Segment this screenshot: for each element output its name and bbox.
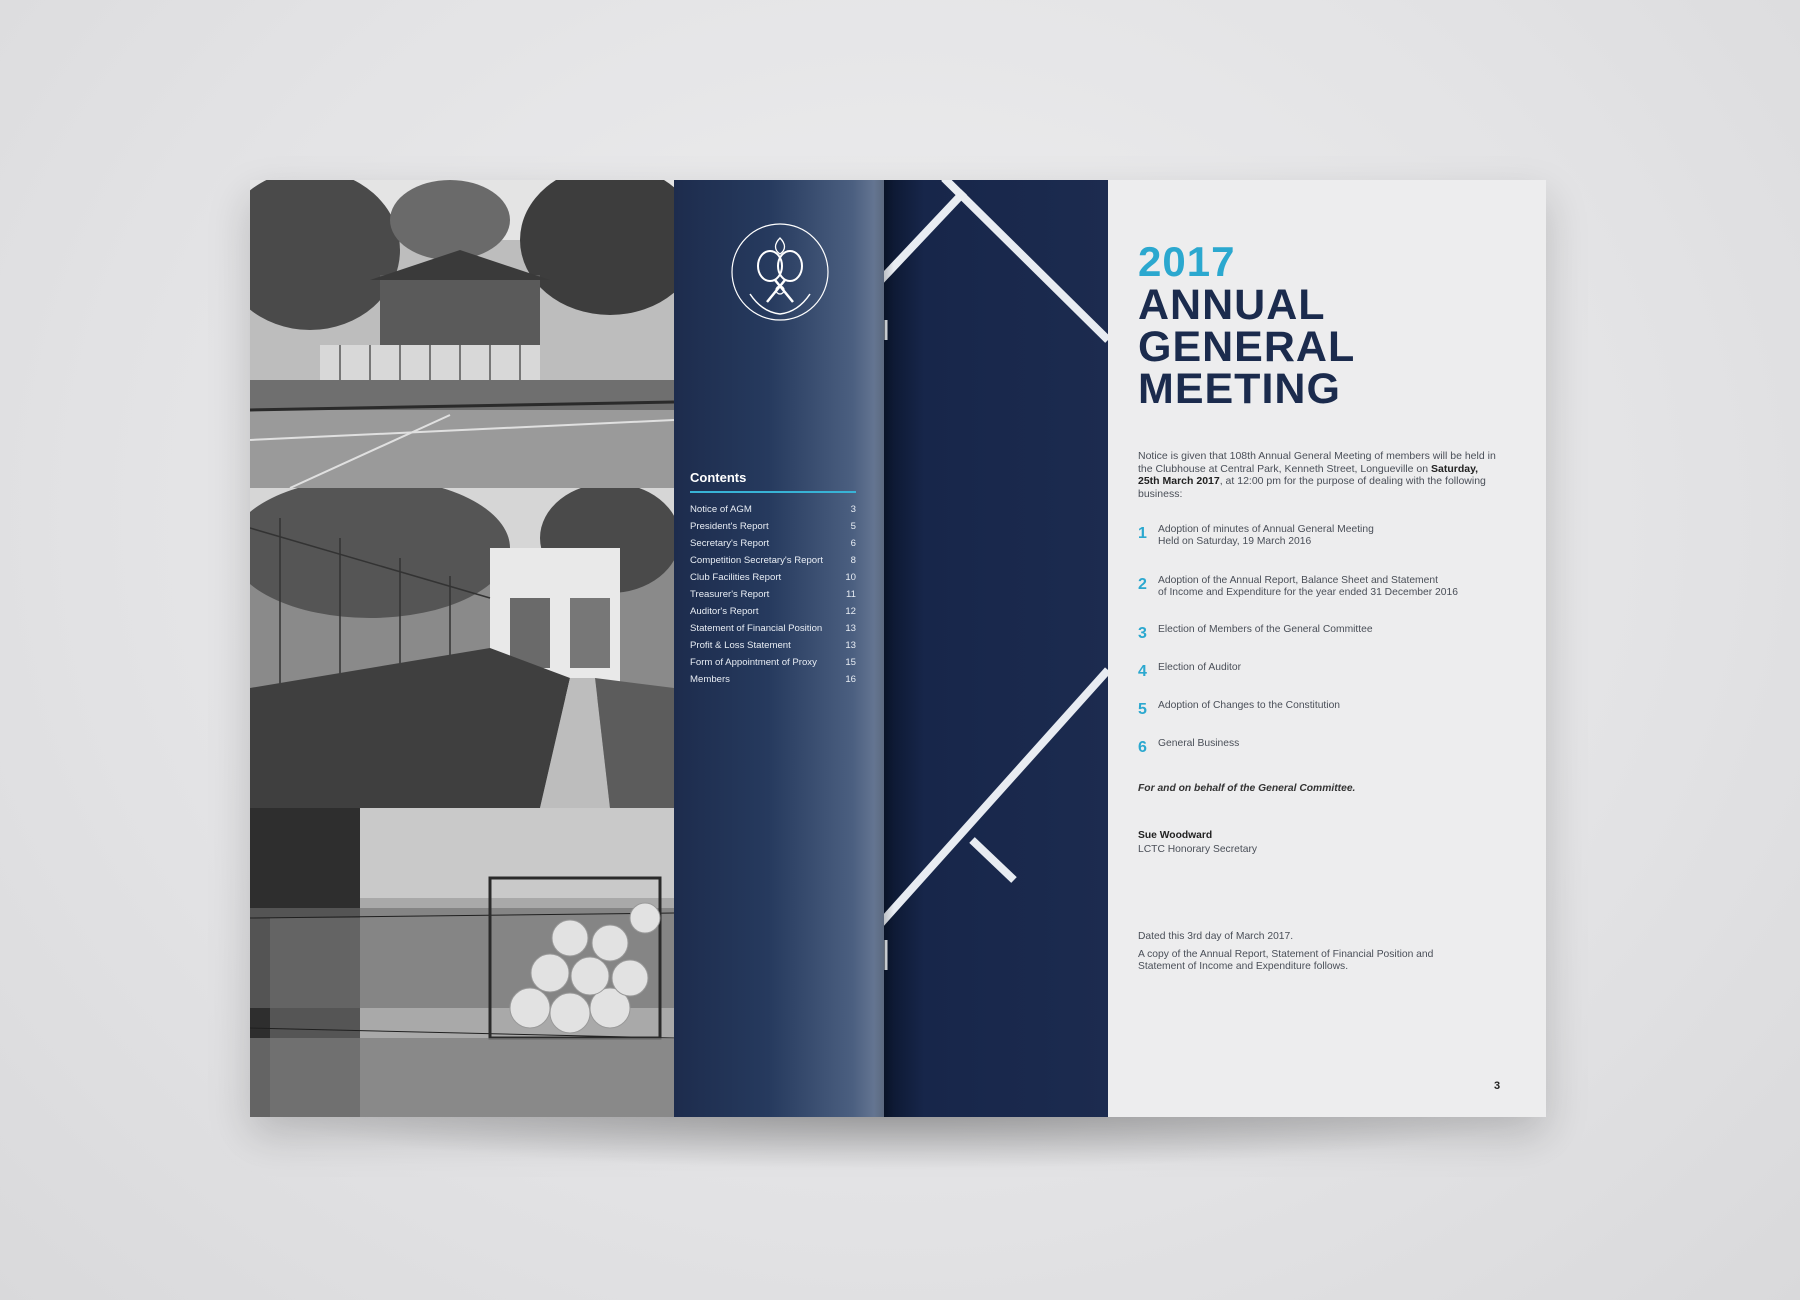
contents-item [690,569,856,586]
business-number: 3 [1138,625,1147,642]
court-lines-graphic [884,180,1108,1117]
garden-path-photo [250,488,674,808]
left-page [250,180,884,1117]
contents-item-page: 13 [845,623,856,634]
business-item [1138,662,1518,700]
heading-line: GENERAL [1138,323,1356,371]
agm-year: 2017 [1138,238,1236,285]
copy-note: A copy of the Annual Report, Statement of Financial Position and Statement of Income and Expenditure follows. [1138,949,1434,973]
business-text: Adoption of Changes to the Constitution [1158,700,1341,711]
spread-shadow [250,1110,1550,1170]
contents-item-label: Statement of Financial Position [690,623,823,634]
contents-item-page: 8 [850,555,856,566]
contents-item-page: 3 [850,504,856,515]
heading-line: ANNUAL [1138,281,1326,329]
contents-item-label: President's Report [690,521,769,532]
dated-line: Dated this 3rd day of March 2017. [1138,931,1294,942]
contents-item-page: 13 [845,640,856,651]
agm-heading [1138,281,1518,413]
brochure-spread [250,180,1546,1117]
contents-title: Contents [690,470,856,493]
business-text: Held on Saturday, 19 March 2016 [1158,536,1312,548]
agm-notice [1138,240,1518,974]
contents-item-page: 5 [850,521,856,532]
contents-item-label: Form of Appointment of Proxy [690,657,817,668]
notice-paragraph: Notice is given that 108th Annual General Meeting of members will be held in the Clubhouse at Central Park, Kenneth Street, Longueville on Saturday, 25th March 2017, at 12:00 pm for the purpose of dealing with the following business: [1138,450,1496,500]
business-text: of Income and Expenditure for the year ended 31 December 2016 [1158,587,1458,599]
contents-item [690,603,856,620]
contents-item-label: Members [690,674,730,685]
business-item [1138,575,1518,624]
business-number: 1 [1138,525,1147,542]
contents-item-label: Treasurer's Report [690,589,770,600]
business-list [1138,524,1518,776]
business-text: Election of Members of the General Committee [1158,624,1373,635]
meeting-date: Saturday, 25th March 2017 [1138,462,1479,487]
business-text: Adoption of minutes of Annual General Meeting [1158,524,1374,535]
business-item [1138,524,1518,575]
business-item [1138,624,1518,662]
contents-item [690,637,856,654]
contents-item-label: Auditor's Report [690,606,759,617]
contents-item [690,671,856,688]
contents-item [690,586,856,603]
business-number: 4 [1138,663,1147,680]
contents-item [690,552,856,569]
contents-item-page: 6 [850,538,856,549]
clubhouse-photo [250,180,674,488]
page-number: 3 [1494,1080,1501,1092]
right-page [884,180,1546,1117]
contents-item-page: 10 [845,572,856,583]
contents-item-label: Secretary's Report [690,538,770,549]
contents-item [690,535,856,552]
contents-item [690,620,856,637]
business-number: 5 [1138,701,1147,718]
signer-role: LCTC Honorary Secretary [1138,844,1258,855]
business-number: 2 [1138,576,1147,593]
business-item [1138,738,1518,776]
contents-item-page: 11 [846,589,856,600]
contents-item-label: Competition Secretary's Report [690,555,824,566]
contents-item-label: Club Facilities Report [690,572,782,583]
business-text: Election of Auditor [1158,662,1241,673]
contents-item-page: 16 [845,674,856,685]
contents-item-page: 15 [845,657,856,668]
on-behalf-line: For and on behalf of the General Committee. [1138,783,1356,794]
contents-item [690,518,856,535]
heading-line: MEETING [1138,365,1341,413]
club-logo-icon [728,220,832,324]
contents-item-label: Profit & Loss Statement [690,640,791,651]
contents-list [690,501,856,688]
contents-item [690,501,856,518]
tennis-balls-photo [250,808,674,1117]
contents-panel [674,180,884,1117]
contents-item [690,654,856,671]
contents-item-page: 12 [845,606,856,617]
business-item [1138,700,1518,738]
contents-item-label: Notice of AGM [690,504,752,515]
business-text: Adoption of the Annual Report, Balance Sheet and Statement [1158,575,1438,586]
business-text: General Business [1158,738,1240,749]
business-number: 6 [1138,739,1147,756]
signer-name: Sue Woodward [1138,830,1213,841]
spine-shadow [874,180,894,1117]
